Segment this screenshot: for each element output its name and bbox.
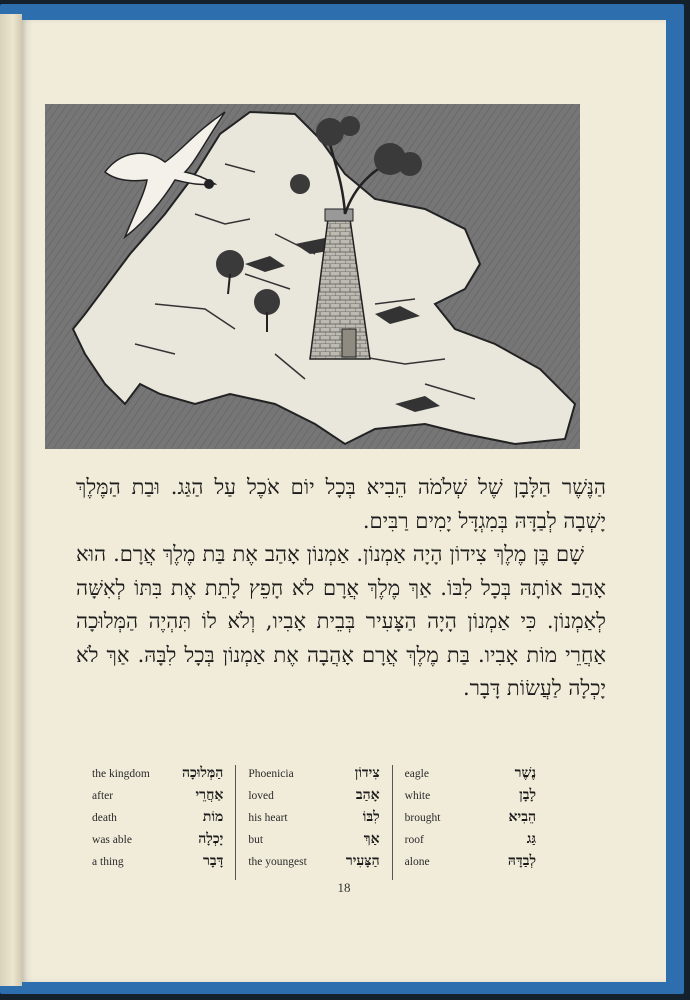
vocabulary-column-1 [392,765,548,880]
story-text [76,471,606,706]
vocabulary-english: alone [404,856,430,868]
page-number: 18 [337,880,351,895]
vocabulary-row [405,853,536,875]
vocabulary-english: loved [248,790,274,802]
vocabulary-hebrew: מוֹת [202,809,224,825]
vocabulary-hebrew: יָכְלָה [198,831,224,847]
vocabulary-row [92,787,223,809]
vocabulary-english: was able [92,834,132,846]
vocabulary-english: white [404,790,431,802]
vocabulary-english: the youngest [248,856,307,868]
vocabulary-hebrew: צִידוֹן [354,765,380,781]
illustration-drawing [45,104,580,449]
vocabulary-hebrew: לָבָן [519,787,536,803]
vocabulary-column-3 [80,765,235,880]
previous-page-edge [0,14,22,986]
vocabulary-row [405,809,536,831]
vocabulary-row [248,853,379,875]
vocabulary-hebrew: לִבּוֹ [362,809,380,825]
vocabulary-row [248,765,379,787]
vocabulary-row [92,809,223,831]
vocabulary-table [80,765,548,880]
vocabulary-column-2 [235,765,391,880]
vocabulary-row [92,853,223,875]
vocabulary-hebrew: הֵבִיא [508,809,536,825]
vocabulary-hebrew: אַךְ [363,831,380,847]
vocabulary-row [405,787,536,809]
vocabulary-row [405,765,536,787]
story-paragraph-1: הַנֶּשֶׁר הַלָּבָן שֶׁל שְׁלֹמֹה הֵבִיא בְּכָל יוֹם אֹכֶל עַל הַגַּג. וּבַת הַמֶּלֶךְ יָשְׁבָה לְבַדָּהּ בְּמִגְדָּל יָמִים רַבִּים. [76,475,606,533]
vocabulary-hebrew: לְבַדָּהּ [507,853,536,869]
vocabulary-english: after [92,790,114,802]
vocabulary-english: death [92,812,117,824]
vocabulary-row [248,831,379,853]
vocabulary-hebrew: גַּג [526,831,536,847]
vocabulary-hebrew: אָהַב [355,787,380,803]
island-tower-illustration [45,104,580,449]
vocabulary-hebrew: אַחֲרֵי [195,787,224,803]
vocabulary-english: eagle [404,768,429,780]
vocabulary-english: brought [404,812,441,824]
book-page [22,20,666,982]
vocabulary-english: his heart [248,812,288,824]
vocabulary-hebrew: נֶשֶׁר [514,765,536,781]
vocabulary-hebrew: דָּבָר [202,853,224,869]
vocabulary-english: but [248,834,264,846]
vocabulary-row [92,765,223,787]
vocabulary-english: a thing [92,856,124,868]
vocabulary-row [248,787,379,809]
vocabulary-english: the kingdom [92,768,150,780]
vocabulary-row [405,831,536,853]
vocabulary-row [92,831,223,853]
vocabulary-english: Phoenicia [248,768,294,780]
story-paragraph-2: שָׁם בֶּן מֶלֶךְ צִידוֹן הָיָה אַמְנוֹן. אַמְנוֹן אָהַב אֶת בַּת מֶלֶךְ אֲרָם. הוּא אָהַב אוֹתָהּ בְּכָל לִבּוֹ. אַךְ מֶלֶךְ אֲרָם לֹא חָפֵץ לָתֵת אֶת בִּתּוֹ לְאִשָּׁה לְאַמְנוֹן. כִּי אַמְנוֹן הָיָה הַצָּעִיר בְּבֵית אָבִיו, וְלֹא לוֹ תִּהְיֶה הַמְּלוּכָה אַחֲרֵי מוֹת אָבִיו. בַּת מֶלֶךְ אֲרָם אָהֲבָה אֶת אַמְנוֹן בְּכָל לִבָּהּ. אַךְ לֹא יָכְלָה לַעֲשׂוֹת דָּבָר. [76,542,606,700]
vocabulary-hebrew: הַמְּלוּכָה [181,765,224,781]
vocabulary-english: roof [404,834,424,846]
vocabulary-row [248,809,379,831]
vocabulary-hebrew: הַצָּעִיר [345,853,380,869]
